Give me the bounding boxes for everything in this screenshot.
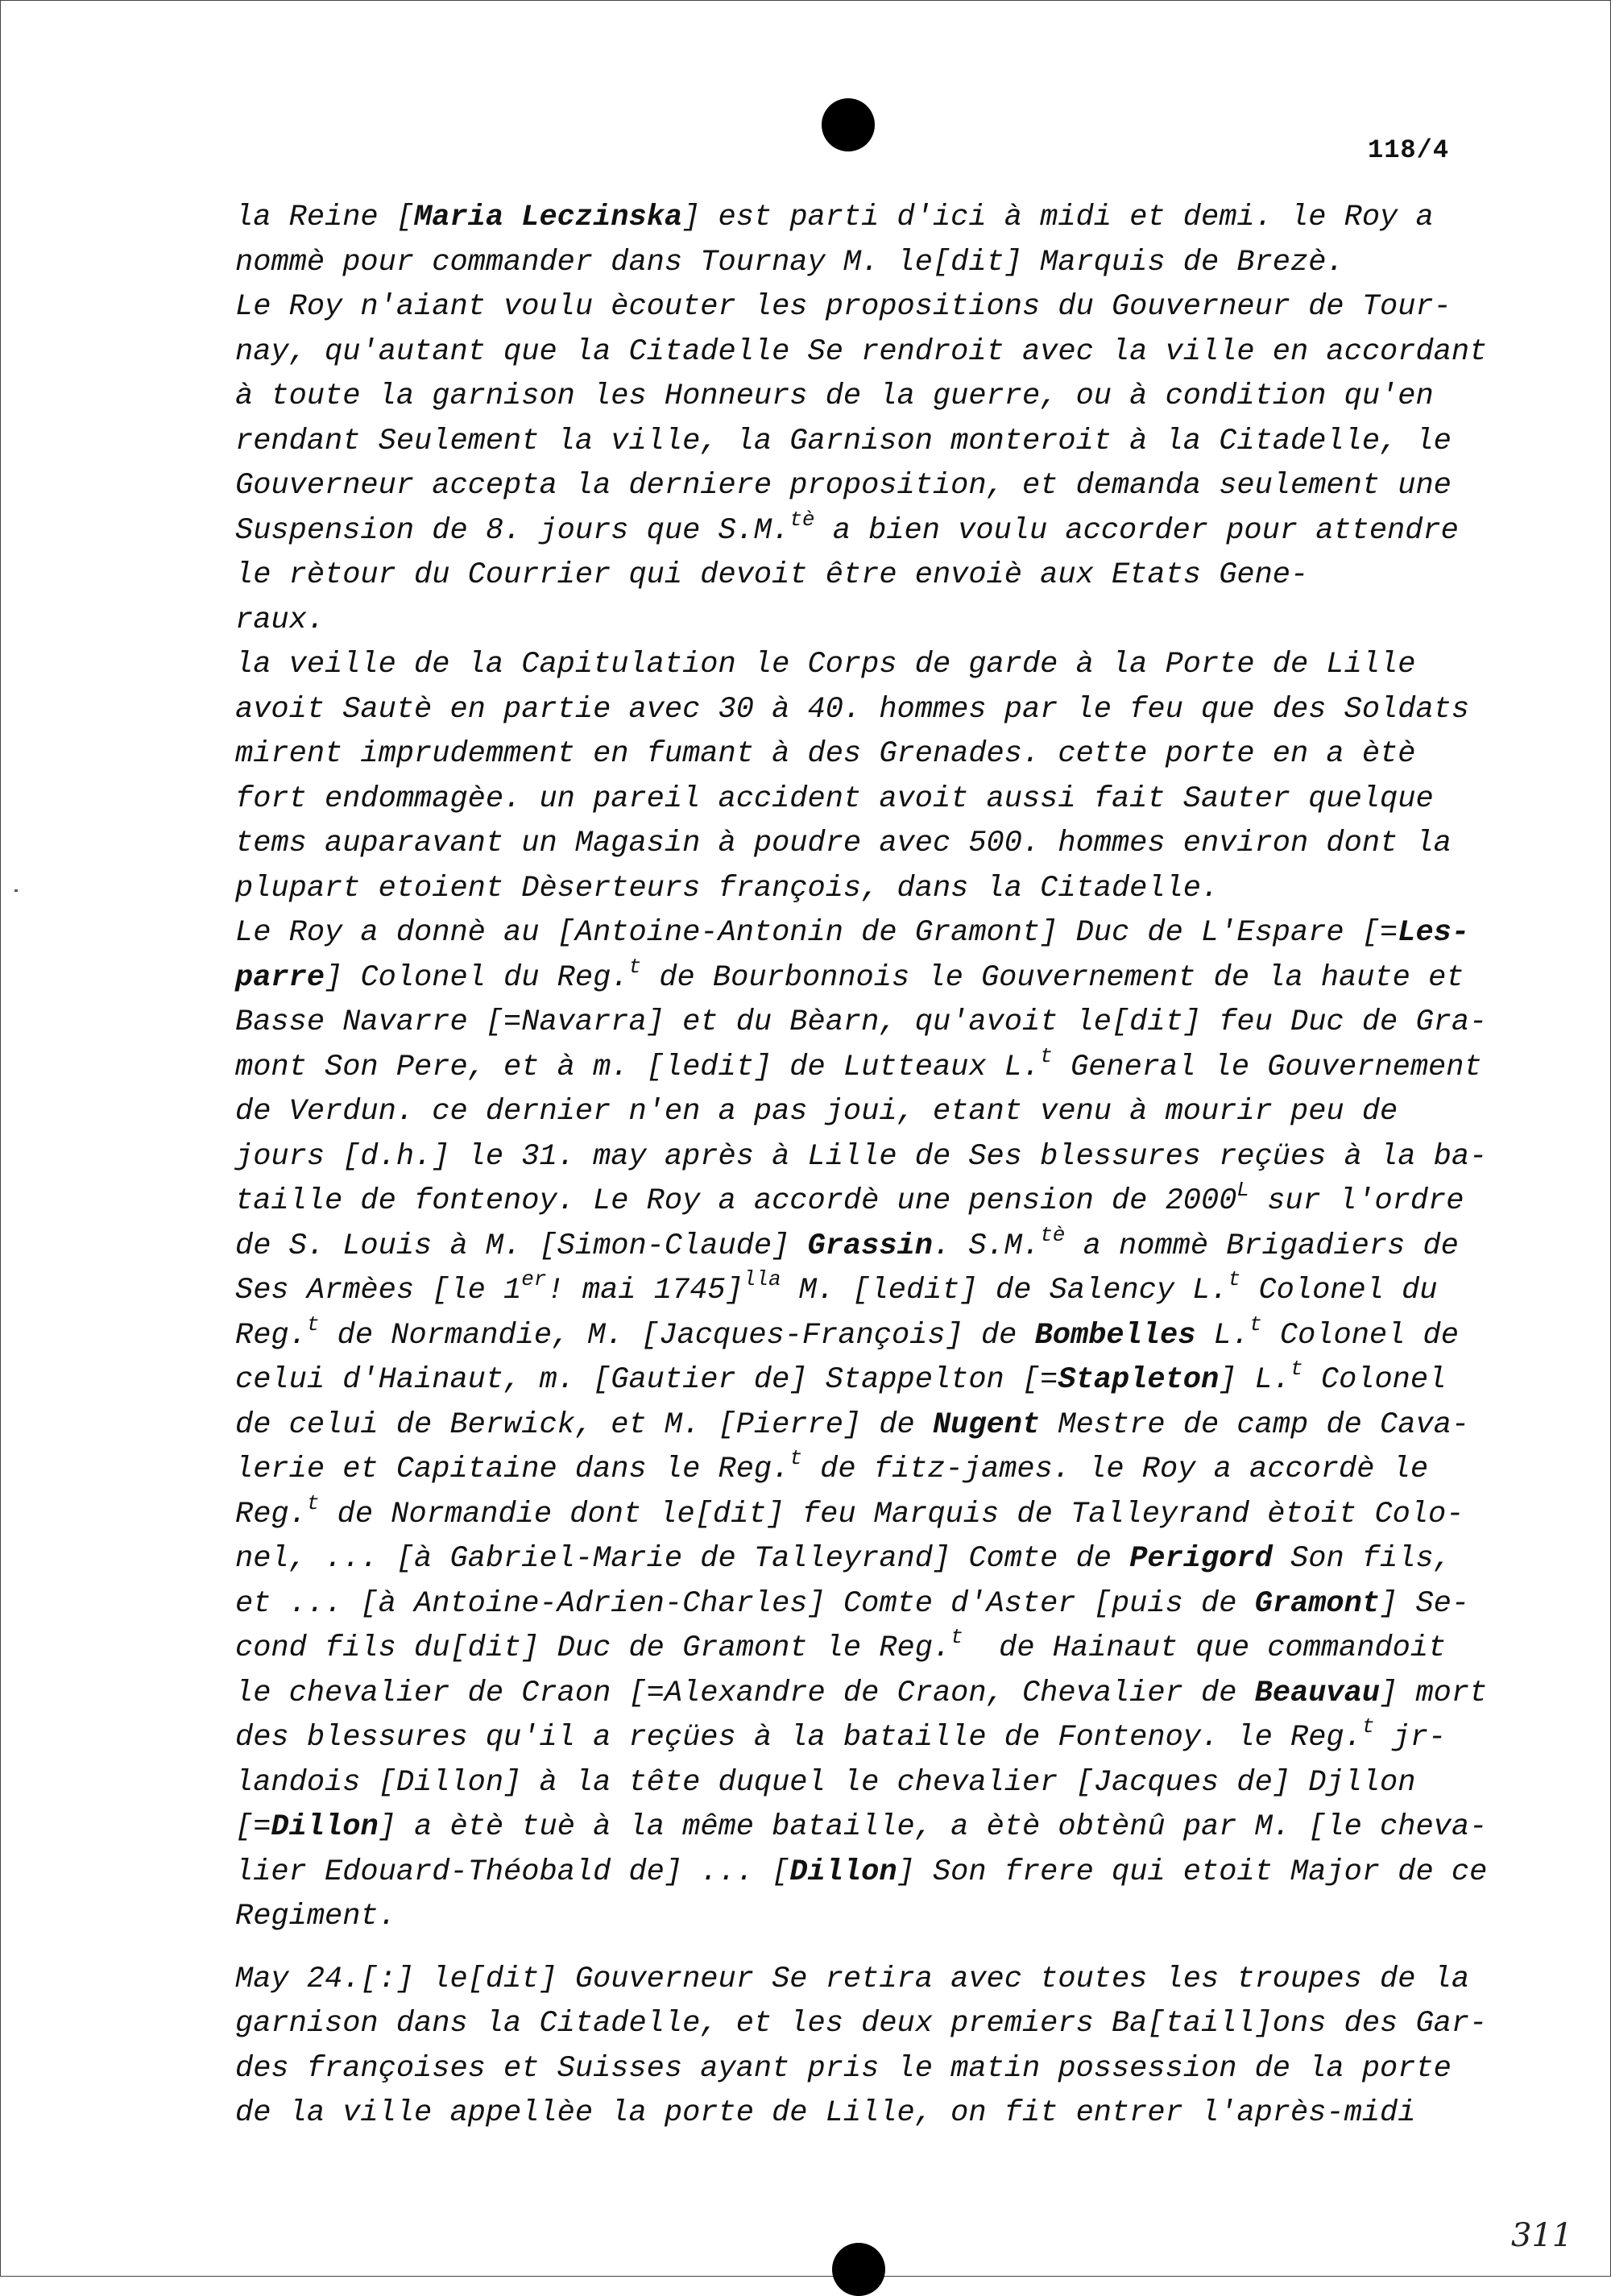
text-segment: mont Son Pere, et à m. [ledit] de Lutteaux L. [235,1050,1041,1084]
text-segment: lerie et Capitaine dans le Reg. [235,1453,790,1486]
bold-name: Bombelles [1034,1318,1196,1353]
text-line [235,2091,1476,2136]
text-line [235,285,1476,330]
text-line [235,1805,1488,1850]
text-segment: taille de fontenoy. Le Roy a accordè une pension de 2000 [235,1184,1237,1218]
text-segment: de S. Louis à M. [Simon-Claude] [235,1229,808,1263]
bold-name: Gramont [1254,1586,1381,1621]
text-segment: de Normandie dont le[dit] feu Marquis de Talleyrand ètoit Colo- [319,1497,1464,1531]
text-line [235,1135,1488,1180]
text-segment: ] Se- [1380,1586,1470,1621]
text-segment: . S.M. [932,1229,1041,1263]
text-segment: la veille de la Capitulation le Corps de garde à la Porte de Lille [235,648,1416,682]
text-segment: nay, qu'autant que la Citadelle Se rendroit avec la ville en accordant [235,334,1488,369]
text-segment: jours [d.h.] le 31. may après à Lille de Ses blessures reçües à la ba- [235,1139,1488,1174]
text-line [235,732,1476,777]
superscript: er [521,1267,547,1291]
text-segment: et ... [à Antoine-Adrien-Charles] Comte d'Aster [puis de [235,1586,1255,1621]
text-segment: ] L. [1219,1363,1291,1397]
text-segment: ] a ètè tuè à la même bataille, a ètè obtènû par M. [le cheva- [378,1810,1488,1844]
punch-hole-bottom [832,2243,885,2296]
text-line [235,1672,1488,1717]
text-segment: le rètour du Courrier qui devoit être envoiè aux Etats Gene- [235,558,1309,592]
text-segment: lier Edouard-Théobald de] ... [ [235,1855,790,1889]
text-line [235,196,1476,241]
text-line [235,1179,1476,1225]
text-line [235,1043,1482,1091]
text-line [235,1958,1476,2003]
text-segment: a bien voulu accorder pour attendre [814,513,1459,548]
text-segment: Son fils, [1272,1542,1452,1576]
text-line [235,1582,1476,1627]
text-line [235,375,1476,420]
text-segment: May 24.[:] le[dit] Gouverneur Se retira avec toutes les troupes de la [235,1962,1470,1996]
text-segment: celui d'Hainaut, m. [Gautier de] Stappelton [= [235,1363,1058,1397]
text-segment: Colonel de [1261,1318,1459,1353]
text-segment: tems auparavant un Magasin à poudre avec 500. hommes environ dont la [235,827,1452,860]
superscript: t [1290,1357,1303,1381]
text-segment: des blessures qu'il a reçües à la bataille de Fontenoy. le Reg. [235,1721,1362,1755]
text-segment: mirent imprudemment en fumant à des Grenades. cette porte en a ètè [235,737,1416,771]
text-line [235,1627,1476,1672]
text-line [235,1490,1476,1538]
text-segment: de Normandie, M. [Jacques-François] de [319,1318,1035,1353]
text-line [235,1537,1476,1582]
bold-name: Stapleton [1058,1363,1220,1397]
text-segment: nel, ... [à Gabriel-Marie de Talleyrand] Comte de [235,1542,1130,1576]
text-line [235,867,1476,912]
document-body [235,196,1488,2136]
text-segment: ] Colonel du Reg. [325,960,629,995]
text-line [235,1850,1488,1896]
superscript: t [789,1446,802,1470]
text-segment: plupart etoient Dèserteurs françois, dans la Citadelle. [235,871,1220,906]
bold-name: Maria Leczinska [414,201,683,234]
text-segment: ! mai 1745] [546,1274,743,1308]
text-segment: de Hainaut que commandoit [963,1631,1447,1665]
text-line [235,1090,1476,1135]
text-line [235,330,1488,375]
text-segment: Mestre de camp de Cava- [1040,1407,1470,1442]
text-line [235,1716,1476,1761]
superscript: tè [789,507,815,532]
superscript: tè [1040,1222,1066,1247]
text-line [235,2047,1476,2092]
text-segment: L. [1195,1318,1250,1353]
superscript: t [1040,1043,1053,1068]
text-line [235,1222,1476,1270]
superscript: L [1236,1178,1250,1202]
text-line [235,1269,1476,1314]
text-line [235,2002,1488,2047]
text-segment: General le Gouvernement [1052,1050,1482,1084]
text-segment: Suspension de 8. jours que S.M. [235,513,790,548]
text-segment: avoit Sautè en partie avec 30 à 40. hommes par le feu que des Soldats [235,692,1470,727]
text-segment: Basse Navarre [=Navarra] et du Bèarn, qu'avoit le[dit] feu Duc de Gra- [235,1005,1488,1039]
bold-name: Dillon [789,1855,897,1889]
text-line [235,643,1476,688]
text-line [235,1001,1488,1046]
page-number: 118/4 [1368,135,1450,165]
text-line [235,956,1476,1001]
text-segment: Colonel [1302,1363,1447,1397]
superscript: t [1361,1714,1375,1739]
text-segment: rendant Seulement la ville, la Garnison monteroit à la Citadelle, le [235,424,1452,458]
superscript: t [306,1490,320,1515]
text-line [235,599,1476,644]
text-line [235,1761,1476,1806]
text-segment: M. [ledit] de Salency L. [781,1274,1228,1308]
superscript: t [950,1625,963,1649]
folio-stamp: 311 [1511,2217,1573,2254]
bold-name: Beauvau [1254,1676,1381,1710]
text-segment: nommè pour commander dans Tournay M. le[dit] Marquis de Brezè. [235,245,1344,280]
text-line [235,1895,1476,1940]
text-segment: Le Roy n'aiant voulu ècouter les propositions du Gouverneur de Tour- [235,290,1452,324]
text-segment: de la ville appellèe la porte de Lille, on fit entrer l'après-midi [235,2096,1416,2130]
bold-name: parre [235,960,325,995]
text-segment: la Reine [ [235,201,415,234]
text-line [235,1314,1476,1359]
text-segment: Ses Armèes [le 1 [235,1274,522,1308]
text-segment: de celui de Berwick, et M. [Pierre] de [235,1407,933,1442]
bold-name: Les- [1398,916,1470,950]
text-segment: cond fils du[dit] Duc de Gramont le Reg. [235,1631,951,1665]
text-segment: Reg. [235,1497,307,1531]
margin-mark [14,889,18,892]
text-segment: Regiment. [235,1900,396,1933]
text-line [235,822,1476,867]
superscript: t [628,954,642,979]
text-line [235,509,1476,554]
text-segment: fort endommagèe. un pareil accident avoit aussi fait Sauter quelque [235,781,1434,816]
bold-name: Grassin [807,1229,933,1263]
text-segment: le chevalier de Craon [=Alexandre de Craon, Chevalier de [235,1676,1255,1710]
text-segment: Reg. [235,1318,307,1353]
text-segment: de fitz-james. le Roy a accordè le [801,1453,1429,1486]
text-segment: a nommè Brigadiers de [1065,1229,1459,1263]
text-segment: Colonel du [1240,1274,1438,1308]
text-segment: de Verdun. ce dernier n'en a pas joui, etant venu à mourir peu de [235,1095,1398,1129]
bold-name: Dillon [271,1810,379,1844]
text-segment: landois [Dillon] à la tête duquel le chevalier [Jacques de] Djllon [235,1765,1416,1800]
text-segment: de Bourbonnois le Gouvernement de la haute et [641,960,1464,995]
text-segment: Le Roy a donnè au [Antoine-Antonin de Gramont] Duc de L'Espare [= [235,916,1398,950]
text-line [235,553,1476,599]
text-segment: raux. [235,603,325,637]
text-segment: des françoises et Suisses ayant pris le matin possession de la porte [235,2051,1452,2086]
superscript: lla [743,1267,781,1291]
bold-name: Perigord [1129,1542,1273,1576]
text-line [235,464,1476,509]
text-line [235,688,1476,733]
bold-name: Nugent [932,1407,1041,1442]
text-line [235,777,1476,823]
superscript: t [306,1312,320,1337]
text-segment: garnison dans la Citadelle, et les deux premiers Ba[taill]ons des Gar- [235,2007,1488,2041]
text-segment: à toute la garnison les Honneurs de la guerre, ou à condition qu'en [235,379,1434,413]
text-segment: ] est parti d'ici à midi et demi. le Roy a [682,201,1434,234]
text-segment: [= [235,1810,271,1844]
text-line [235,1403,1476,1448]
text-segment: jr- [1374,1721,1447,1755]
text-line [235,1448,1476,1493]
text-segment: Gouverneur accepta la derniere proposition, et demanda seulement une [235,469,1452,503]
text-line [235,911,1476,956]
superscript: t [1249,1312,1262,1337]
punch-hole-top [822,98,875,151]
text-line [235,420,1476,465]
text-segment: sur l'ordre [1249,1184,1464,1218]
text-line [235,1358,1476,1403]
text-segment: ] mort [1380,1676,1488,1710]
text-line [235,241,1476,286]
superscript: t [1228,1267,1241,1291]
text-segment: ] Son frere qui etoit Major de ce [897,1855,1488,1889]
